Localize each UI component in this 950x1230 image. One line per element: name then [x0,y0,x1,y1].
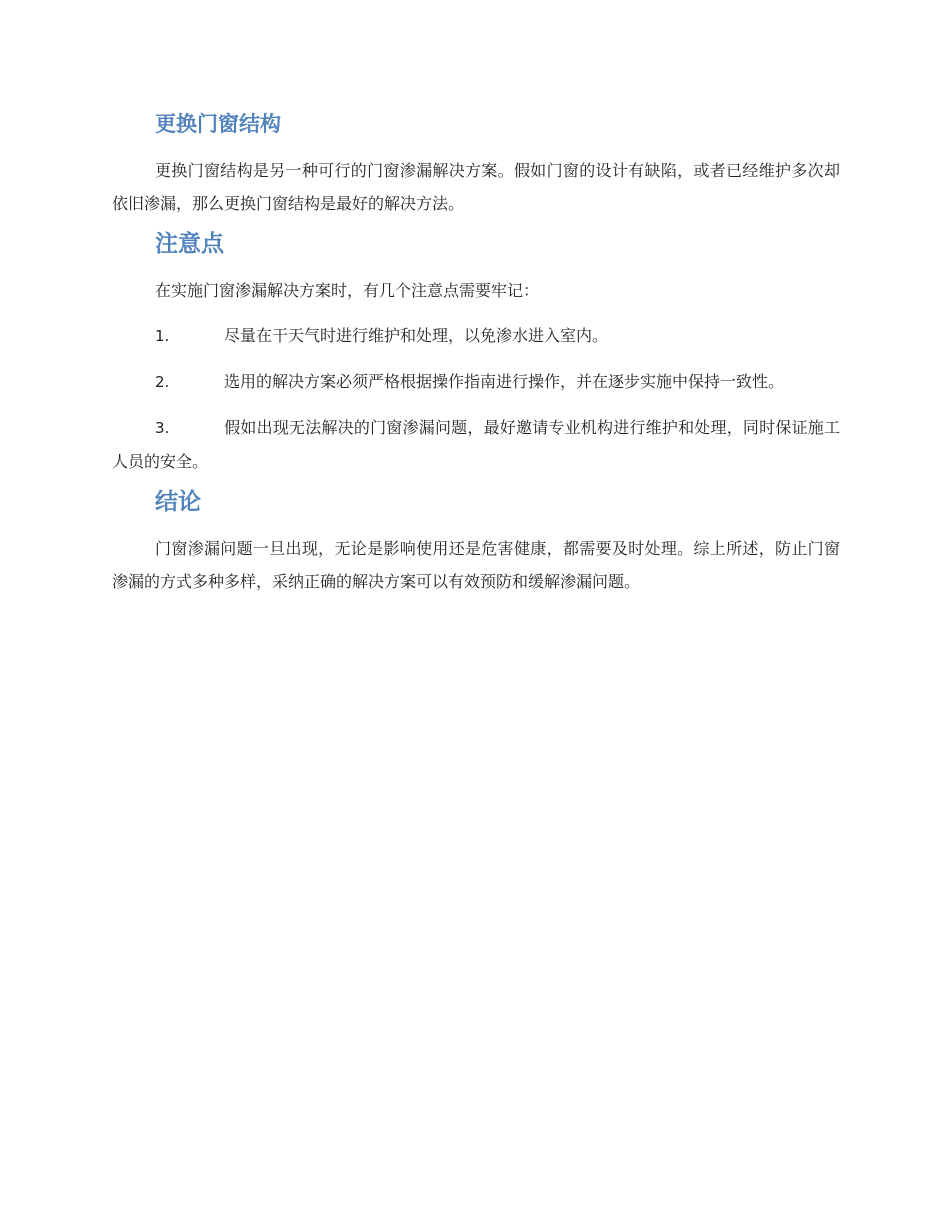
list-item-number: 1. [155,327,170,345]
paragraph-notes-intro: 在实施门窗渗漏解决方案时，有几个注意点需要牢记： [155,281,540,300]
list-item [112,319,840,353]
list-item [112,365,840,399]
section-heading-replace-structure: 更换门窗结构 [155,112,281,136]
list-item [112,411,840,478]
list-item-text: 选用的解决方案必须严格根据操作指南进行操作，并在逐步实施中保持一致性。 [224,372,785,391]
paragraph-replace-structure: 更换门窗结构是另一种可行的门窗渗漏解决方案。假如门窗的设计有缺陷，或者已经维护多次却依旧渗漏，那么更换门窗结构是最好的解决方法。 [112,161,840,213]
list-item-number: 2. [155,373,170,391]
list-item-number: 3. [155,419,170,437]
document-body [112,106,840,598]
section-heading-notes: 注意点 [155,231,224,257]
paragraph-conclusion: 门窗渗漏问题一旦出现，无论是影响使用还是危害健康，都需要及时处理。综上所述，防止门窗渗漏的方式多种多样，采纳正确的解决方案可以有效预防和缓解渗漏问题。 [112,539,840,591]
section-heading-conclusion: 结论 [155,489,201,515]
list-item-text: 假如出现无法解决的门窗渗漏问题，最好邀请专业机构进行维护和处理，同时保证施工人员的安全。 [112,418,840,471]
list-item-text: 尽量在干天气时进行维护和处理，以免渗水进入室内。 [224,326,609,345]
